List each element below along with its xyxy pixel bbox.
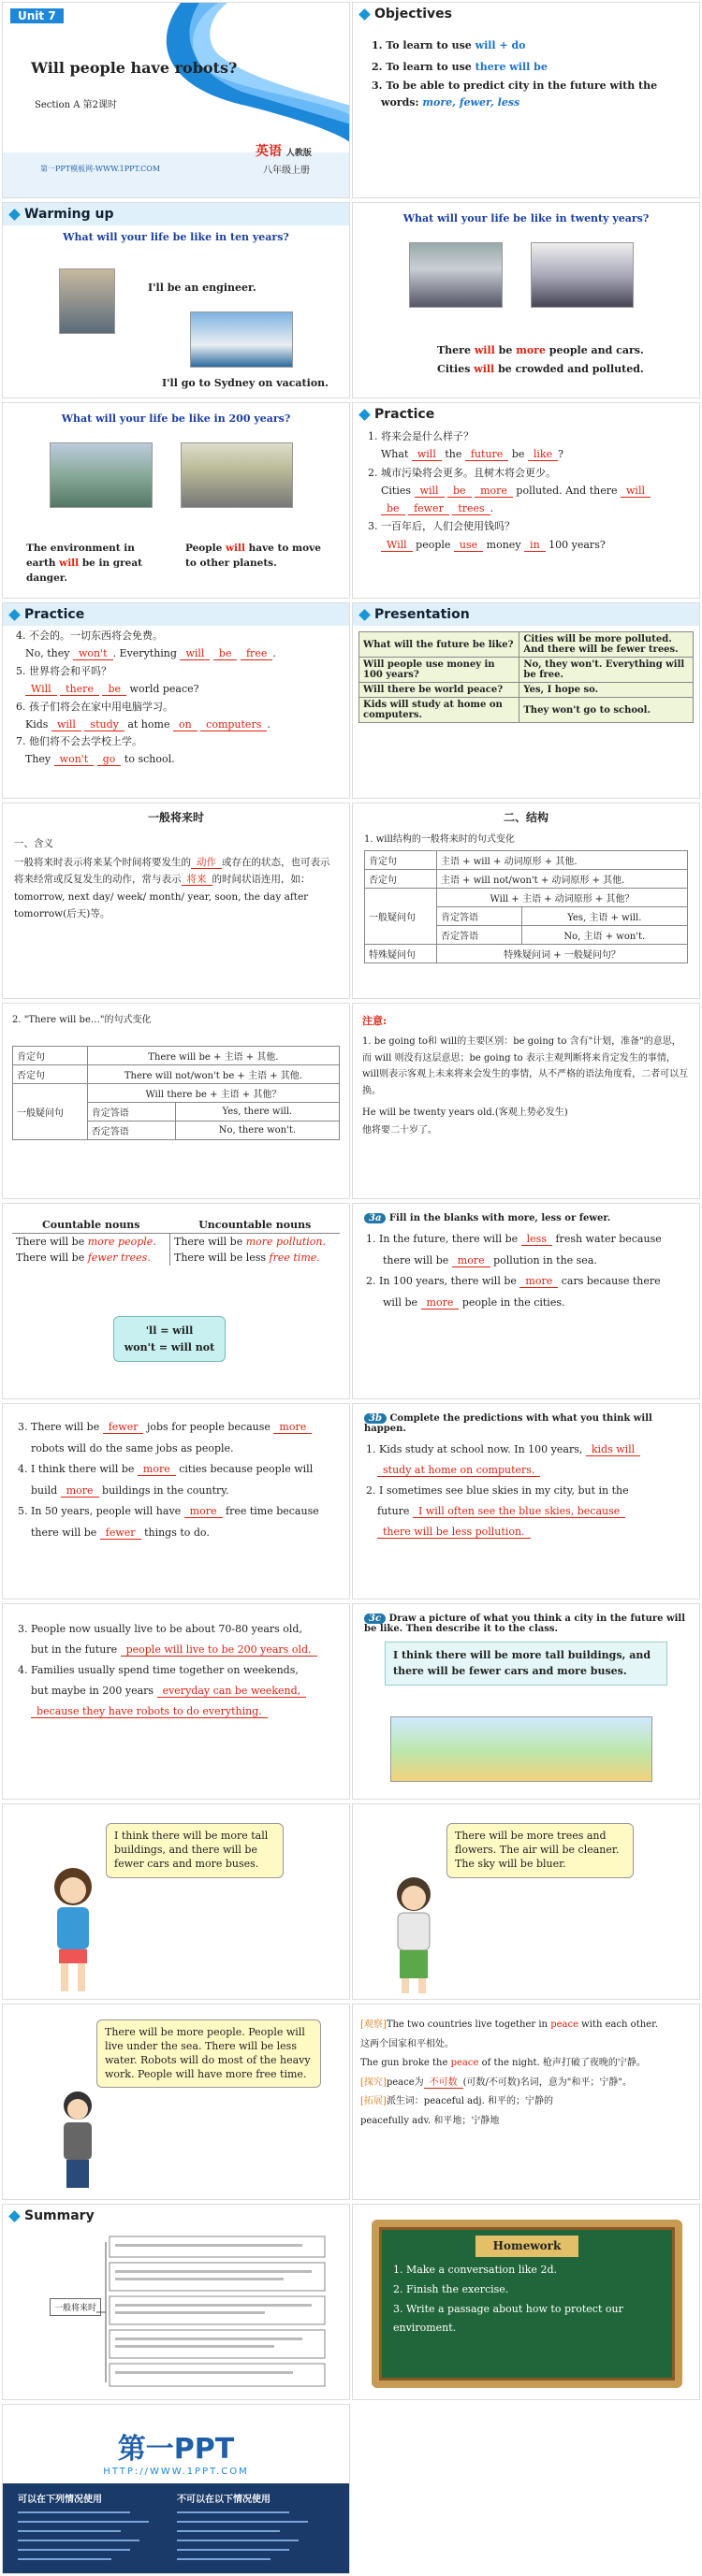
line: there will be more pollution in the sea.	[383, 1253, 597, 1266]
boy-illustration	[381, 1870, 446, 1996]
slide-practice-2	[2, 602, 350, 799]
line: but maybe in 200 years everyday can be weekend,	[18, 1681, 334, 1701]
note-title: 注意:	[362, 1015, 388, 1027]
diamond-icon	[8, 609, 21, 621]
diamond-icon	[358, 8, 371, 21]
caption-2: People will have to move to other planets.	[185, 543, 321, 569]
homework-item: 1. Make a conversation like 2d.	[393, 2263, 557, 2276]
grammar-title: 一般将来时	[147, 811, 204, 824]
slide-there-will-be	[2, 1003, 350, 1199]
objectives-header: Objectives	[353, 3, 699, 25]
homework-item: 2. Finish the exercise.	[393, 2282, 509, 2295]
engineer-photo	[59, 268, 115, 334]
line: Cities will be more polluted. And there will	[368, 482, 684, 499]
line: 6. 孩子们将会在家中用电脑学习。	[16, 700, 173, 713]
homework-title: Homework	[475, 2236, 578, 2257]
presentation-header: Presentation	[353, 603, 699, 626]
there-will-be-table: 肯定句 There will be + 主语 + 其他. 否定句 There will not/won't be + 主语 + 其他. 一般疑问句 Will there be + 主语 + 其他？ 肯定答语 Yes, there will. 否定答语 No, there won't.	[12, 1046, 340, 1140]
sydney-photo	[190, 311, 293, 368]
homework-item: 3. Write a passage about how to protect our enviroment.	[393, 2302, 623, 2335]
answer-2: I'll go to Sydney on vacation.	[162, 377, 329, 389]
line: but in the future people will live to be 200 years old.	[18, 1640, 334, 1660]
speech-bubble: There will be more trees and flowers. The air will be cleaner. The sky will be bluer.	[446, 1823, 634, 1878]
future-city-drawing	[390, 1716, 652, 1782]
promo-footer	[3, 2483, 350, 2574]
promo-logo: 第一PPT	[117, 2433, 235, 2466]
diamond-icon	[358, 609, 371, 621]
slide-grammar-structure	[352, 803, 700, 999]
slide-twenty-years	[352, 202, 700, 398]
line: future I will often see the blue skies, because	[366, 1501, 686, 1522]
question: What will your life be like in ten years?	[63, 231, 289, 243]
promo-link-list	[18, 2510, 336, 2569]
slide-peace	[352, 2004, 700, 2200]
line: 5. 世界将会和平吗？	[16, 664, 111, 677]
line: 1. In the future, there will be less fresh water because	[366, 1233, 662, 1245]
presentation-table	[358, 631, 694, 723]
slide-3b	[352, 1403, 700, 1599]
line: Kids will study at home on computers .	[25, 717, 271, 731]
line: there will be fewer things to do.	[31, 1526, 210, 1539]
slide-200-years	[2, 402, 350, 599]
line: 4. 不会的。一切东西将会免费。	[16, 630, 163, 642]
table-row: Will there be world peace? Yes, I hope so.	[359, 683, 694, 698]
line: 2. I sometimes see blue skies in my city, but in the	[366, 1484, 629, 1497]
chalkboard-frame	[372, 2220, 682, 2388]
girl-illustration	[40, 1860, 106, 1996]
line: will be more people in the cities.	[383, 1295, 565, 1309]
brand: 英语 人教版	[256, 144, 312, 159]
table-row: Will people use money in 100 years? No, they won't. Everything will be free.	[359, 658, 694, 683]
promo-col-2-title: 不可以在以下情况使用	[177, 2495, 271, 2505]
slide-promo	[2, 2404, 350, 2574]
instruction: 3c Draw a picture of what you think a city in the future will be like. Then describe it to the class.	[364, 1614, 686, 1634]
question: What will your life be like in twenty years?	[402, 212, 650, 224]
line: 3. People now usually live to be about 70-80 years old,	[18, 1623, 302, 1635]
grammar-paragraph: 一般将来时表示将来某个时间将要发生的 动作 或存在的状态，也可表示将来经常或反复发生的动作，常与表示 将来 的时间状语连用，如：tomorrow, next day/ week/ month/ year, soon, the day after tomorrow(后天)等。	[14, 857, 330, 920]
line: Will there be world peace?	[16, 681, 336, 699]
summary-header: Summary	[3, 2205, 349, 2227]
line: No, they won't . Everything will be free .	[25, 646, 276, 659]
answer-box: I think there will be more tall buildings, and there will be fewer cars and more buses.	[385, 1642, 667, 1686]
line: What will the future be like ?	[381, 448, 563, 461]
site-label: 第一PPT模板网-WWW.1PPT.COM	[40, 165, 161, 173]
section-label: Section A 第2课时	[35, 100, 117, 110]
summary-center-node: 一般将来时	[50, 2298, 101, 2316]
diamond-icon	[8, 209, 21, 221]
slide-warming-up	[2, 202, 350, 398]
instruction: 3b Complete the predictions with what you think will happen.	[364, 1413, 652, 1434]
slide-nouns	[2, 1203, 350, 1399]
slide-girl	[2, 1803, 350, 2000]
structure-subtitle: 1. will结构的一般将来时的句式变化	[364, 834, 515, 845]
note-body: 1. be going to和 will的主要区别：be going to 含有"计划，准备"的意思，而 will 则没有这层意思；be going to 表示主观判断将来肯定发生的事情，will则表示客观上未来将来会发生的事情，从不严格的语法角度看，二者可以互换。	[362, 1036, 689, 1096]
instruction: 3a Fill in the blanks with more, less or fewer.	[353, 1204, 699, 1227]
structure-table: 肯定句 主语 + will + 动词原形 + 其他. 否定句 主语 + will not/won't + 动词原形 + 其他. 一般疑问句 Will + 主语 + 动词原形 + 其他？ 肯定答语 Yes, 主语 + will. 否定答语 No, 主语 + won't. 特殊疑问句 特殊疑问词 + 一般疑问句？	[364, 850, 688, 963]
table-row: What will the future be like? Cities will be more polluted. And there will be fewer trees.	[359, 632, 694, 658]
slide-3c	[352, 1603, 700, 1800]
table-row: Kids will study at home on computers. They won't go to school.	[359, 698, 694, 723]
line: 1. 将来会是什么样子？	[368, 430, 474, 442]
line: robots will do the same jobs as people.	[31, 1441, 234, 1454]
slide-grammar-meaning	[2, 803, 350, 999]
grammar-heading: 一、含义	[14, 838, 53, 849]
line: 5. In 50 years, people will have more free time because	[18, 1505, 319, 1518]
line: 7. 他们将不会去学校上学。	[16, 735, 142, 748]
practice-header: Practice	[3, 603, 349, 626]
section-subtitle: 2. "There will be…"的句式变化	[12, 1015, 152, 1025]
line: [探究]peace为 不可数 (可数/不可数)名词，意为"和平；宁静"。	[360, 2077, 632, 2088]
line: there will be less pollution.	[366, 1522, 686, 1542]
slide-3a-cont	[2, 1403, 350, 1599]
line: 3. 一百年后，人们会使用钱吗？	[368, 520, 515, 533]
unit-badge: Unit 7	[10, 8, 64, 23]
line: 4. I think there will be more cities because people will	[18, 1463, 314, 1476]
slide-presentation	[352, 602, 700, 799]
grade-label: 八年级上册	[263, 166, 310, 176]
line: be fewer trees .	[368, 499, 684, 517]
statements: There will be more people and cars. Cities will be crowded and polluted.	[437, 344, 644, 375]
line: The gun broke the peace of the night. 枪声打破了夜晚的宁静。	[360, 2058, 646, 2068]
objective-3: 3. To be able to predict city in the future with the words: more, fewer, less	[372, 80, 658, 109]
line: peacefully adv. 和平地；宁静地	[360, 2115, 500, 2126]
warming-header: Warming up	[3, 203, 349, 225]
line: 2. 城市污染将会更多。且树木将会更少。	[368, 466, 556, 479]
line: Will people use money in 100 years?	[368, 536, 684, 554]
crowd-photo	[409, 242, 503, 308]
slide-objectives	[352, 2, 700, 198]
promo-col-1-title: 可以在下列情况使用	[18, 2495, 102, 2505]
objective-2: 2. To learn to use there will be	[372, 61, 548, 74]
slide-note	[352, 1003, 700, 1199]
practice-header: Practice	[353, 403, 699, 426]
note-example: He will be twenty years old.(客观上势必发生)	[362, 1107, 568, 1118]
line: [拓展]派生词：peaceful adj. 和平的；宁静的	[360, 2096, 553, 2106]
slide-boy2	[2, 2004, 350, 2200]
slide-3b-cont	[2, 1603, 350, 1800]
planet-photo	[181, 442, 293, 508]
slide-practice-1	[352, 402, 700, 599]
line: They won't go to school.	[25, 753, 175, 766]
speech-bubble: There will be more people. People will live under the sea. There will be less water. Robots will do most of the heavy work. People will have more free time.	[96, 2019, 321, 2088]
line: 2. In 100 years, there will be more cars because there	[366, 1275, 661, 1288]
slide-boy	[352, 1803, 700, 2000]
question: What will your life be like in 200 years?	[61, 412, 291, 425]
pollution-photo	[50, 442, 153, 508]
line: 这两个国家和平相处。	[360, 2038, 454, 2049]
line: build more buildings in the country.	[31, 1483, 229, 1497]
line: 3. There will be fewer jobs for people because more	[18, 1417, 334, 1439]
diamond-icon	[8, 2210, 21, 2222]
promo-url: HTTP://WWW.1PPT.COM	[103, 2467, 249, 2477]
chalkboard	[379, 2227, 675, 2381]
slide-3a	[352, 1203, 700, 1399]
nouns-table: Countable nouns Uncountable nouns There will be more people. There will be more pollution. There will be fewer trees. There will be less free time.	[12, 1217, 340, 1266]
contraction-box: 'll = will won't = will not	[113, 1316, 226, 1362]
answer-1: I'll be an engineer.	[148, 282, 256, 294]
slide-title	[2, 2, 350, 198]
diamond-icon	[358, 409, 371, 421]
summary-mindmap	[96, 2233, 340, 2392]
line: 1. Kids study at school now. In 100 years, kids will	[366, 1440, 686, 1460]
slide-title-text: Will people have robots?	[31, 59, 238, 77]
line: because they have robots to do everything.	[18, 1701, 334, 1722]
note-example-cn: 他将要二十岁了。	[362, 1124, 437, 1136]
speech-bubble: I think there will be more tall buildings, and there will be fewer cars and more buses.	[106, 1823, 284, 1878]
factory-photo	[531, 242, 634, 308]
slide-homework	[352, 2204, 700, 2400]
line: [观察]The two countries live together in peace with each other.	[360, 2019, 658, 2030]
structure-title: 二、结构	[503, 811, 548, 824]
boy-illustration	[50, 2085, 106, 2197]
slide-summary	[2, 2204, 350, 2400]
line: study at home on computers.	[366, 1460, 686, 1481]
line: 4. Families usually spend time together on weekends,	[18, 1664, 299, 1676]
caption-1: The environment in earth will be in great danger.	[26, 543, 142, 584]
objective-1: 1. To learn to use will + do	[372, 39, 526, 51]
